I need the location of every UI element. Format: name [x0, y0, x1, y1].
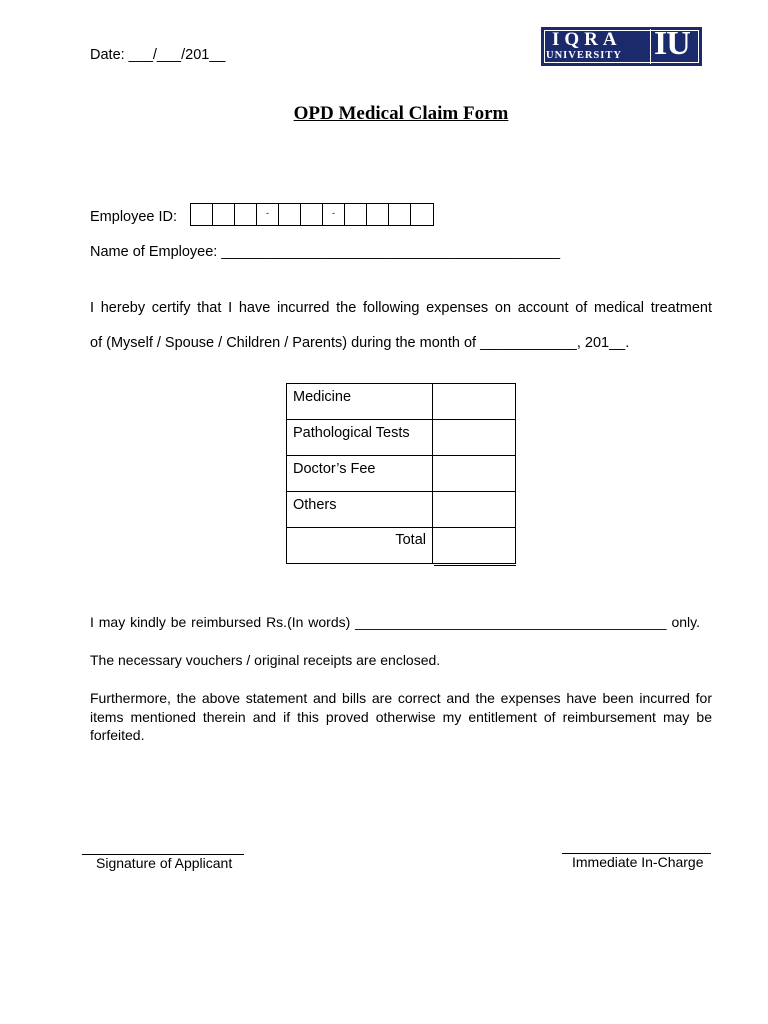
employee-id-box[interactable] [345, 204, 367, 225]
employee-id-box[interactable] [301, 204, 323, 225]
declaration-paragraph: Furthermore, the above statement and bills are correct and the expenses have been incurred for items mentioned therein and if this proved otherwise my entitlement of reimbursement may be forfeited. [90, 690, 712, 743]
employee-id-box[interactable] [191, 204, 213, 225]
applicant-signature-label: Signature of Applicant [96, 855, 233, 871]
logo-iu-monogram: IU [654, 25, 690, 62]
table-row [287, 420, 516, 456]
employee-id-box[interactable] [389, 204, 411, 225]
expense-label-medicine: Medicine [287, 384, 433, 420]
expense-label-others: Others [287, 492, 433, 528]
in-charge-signature-label: Immediate In-Charge [572, 854, 704, 870]
vouchers-statement: The necessary vouchers / original receipts are enclosed. [90, 652, 441, 668]
employee-id-box[interactable] [367, 204, 389, 225]
certification-line-1: I hereby certify that I have incurred the following expenses on account of medical treatment [90, 300, 712, 316]
date-field[interactable]: Date: ___/___/201__ [90, 47, 226, 63]
employee-id-box[interactable] [213, 204, 235, 225]
expense-total-label: Total [287, 528, 433, 564]
total-underline [434, 565, 516, 566]
employee-id-box[interactable] [279, 204, 301, 225]
expense-total-amount[interactable] [433, 528, 516, 564]
expense-amount-others[interactable] [433, 492, 516, 528]
employee-id-separator: - [323, 204, 345, 225]
employee-id-label: Employee ID: [90, 209, 178, 225]
employee-id-boxes[interactable] [190, 203, 434, 226]
page-title: OPD Medical Claim Form [293, 103, 509, 124]
employee-id-separator: - [257, 204, 279, 225]
table-row [287, 384, 516, 420]
logo-iqra-text: IQRA [552, 29, 622, 50]
reimbursement-field[interactable]: I may kindly be reimbursed Rs.(In words) ________________________________________ only. [90, 614, 700, 630]
expense-amount-doctors-fee[interactable] [433, 456, 516, 492]
expenses-table [286, 383, 516, 564]
table-row [287, 456, 516, 492]
table-row [287, 492, 516, 528]
logo-university-text: UNIVERSITY [546, 50, 622, 61]
expense-label-pathological-tests: Pathological Tests [287, 420, 433, 456]
employee-name-field[interactable]: Name of Employee: __________________________________________ [90, 244, 561, 260]
expense-label-doctors-fee: Doctor’s Fee [287, 456, 433, 492]
table-row [287, 528, 516, 564]
employee-id-box[interactable] [411, 204, 433, 225]
employee-id-box[interactable] [235, 204, 257, 225]
iqra-university-logo [541, 27, 702, 66]
expense-amount-pathological-tests[interactable] [433, 420, 516, 456]
certification-line-2: of (Myself / Spouse / Children / Parents) during the month of ____________, 201__. [90, 335, 630, 351]
expense-amount-medicine[interactable] [433, 384, 516, 420]
